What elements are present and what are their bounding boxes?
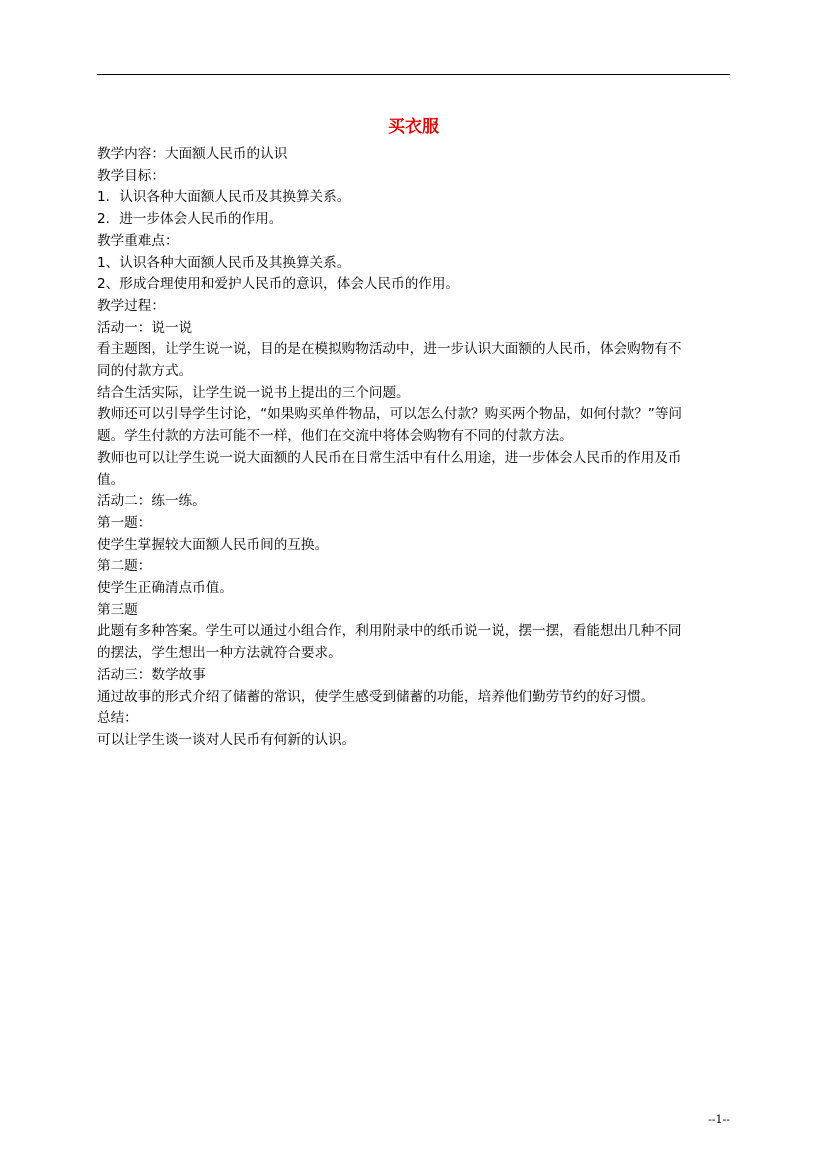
doc-line: 2、形成合理使用和爱护人民币的意识，体会人民币的作用。: [97, 276, 460, 293]
doc-line: 同的付款方式。: [97, 363, 193, 380]
doc-line: 结合生活实际，让学生说一说书上提出的三个问题。: [97, 384, 410, 401]
doc-line: 活动三：数学故事: [97, 666, 206, 683]
doc-line: 此题有多种答案。学生可以通过小组合作，利用附录中的纸币说一说，摆一摆，看能想出几种不同: [97, 623, 682, 640]
doc-line: 使学生掌握较大面额人民币间的互换。: [97, 536, 329, 553]
doc-line: 看主题图，让学生说一说，目的是在模拟购物活动中，进一步认识大面额的人民币，体会购物有不: [97, 341, 682, 358]
doc-line: 活动一：说一说: [97, 319, 193, 336]
doc-line: 通过故事的形式介绍了储蓄的常识，使学生感受到储蓄的功能，培养他们勤劳节约的好习惯。: [97, 688, 655, 705]
doc-line: 教师还可以引导学生讨论，“如果购买单件物品，可以怎么付款？购买两个物品，如何付款？”等问: [97, 406, 683, 423]
doc-line: 可以让学生谈一谈对人民币有何新的认识。: [97, 731, 356, 748]
doc-line: 第一题：: [97, 514, 152, 531]
doc-line: 总结：: [97, 710, 138, 727]
doc-line: 1．认识各种大面额人民币及其换算关系。: [97, 189, 351, 206]
doc-line: 教学目标：: [97, 167, 165, 184]
page-number: --1--: [708, 1113, 730, 1126]
doc-line: 第三题: [97, 601, 138, 618]
document-title: 买衣服: [388, 117, 439, 137]
doc-line: 的摆法，学生想出一种方法就符合要求。: [97, 645, 342, 662]
doc-line: 教学内容：大面额人民币的认识: [97, 146, 288, 162]
doc-line: 题。学生付款的方法可能不一样，他们在交流中将体会购物有不同的付款方法。: [97, 428, 573, 445]
doc-line: 使学生正确清点币值。: [97, 580, 233, 597]
doc-line: 第二题：: [97, 558, 152, 575]
doc-line: 教学过程：: [97, 297, 165, 314]
doc-line: 教师也可以让学生说一说大面额的人民币在日常生活中有什么用途，进一步体会人民币的作用及币: [97, 449, 682, 466]
document-body: [97, 144, 731, 752]
header-rule: [97, 74, 730, 75]
doc-line: 教学重难点：: [97, 232, 179, 249]
doc-line: 1、认识各种大面额人民币及其换算关系。: [97, 254, 351, 271]
doc-line: 2．进一步体会人民币的作用。: [97, 211, 283, 228]
doc-line: 活动二：练一练。: [97, 493, 206, 510]
doc-line: 值。: [97, 471, 125, 488]
